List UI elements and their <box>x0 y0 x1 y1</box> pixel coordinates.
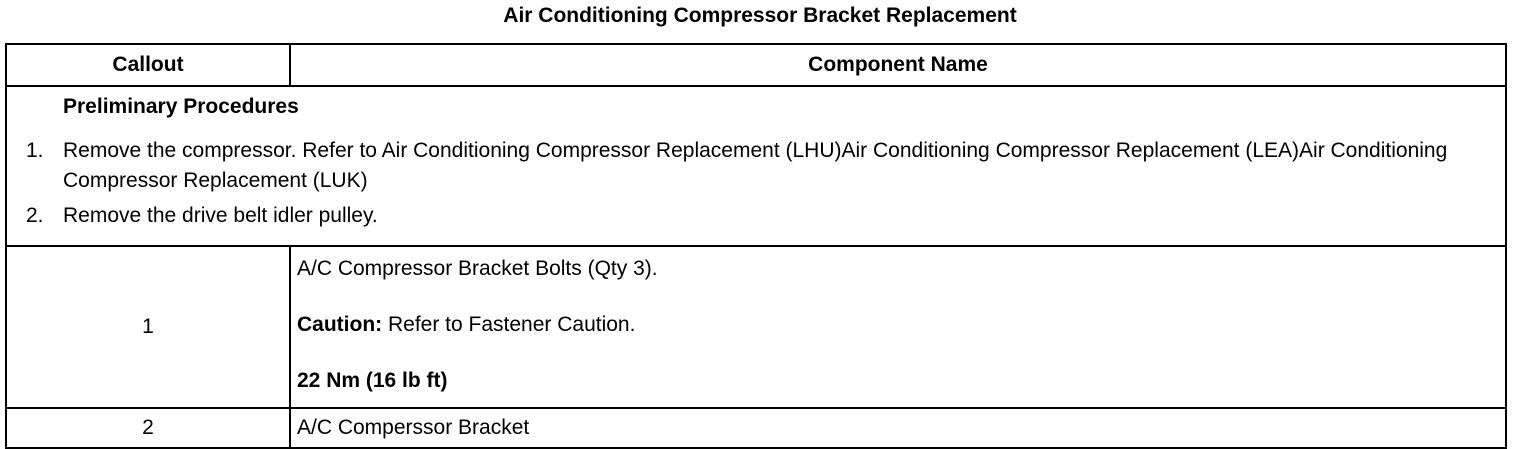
torque-spec: 22 Nm (16 lb ft) <box>297 369 448 392</box>
caution-note <box>297 313 1505 337</box>
preliminary-steps-list <box>7 136 1505 231</box>
component-name-column-header: Component Name <box>290 44 1506 86</box>
preliminary-step <box>7 201 1505 231</box>
procedure-table <box>5 43 1507 449</box>
callout-number: 2 <box>6 408 290 448</box>
step-number: 1. <box>26 139 44 162</box>
preliminary-procedures-row <box>6 86 1506 246</box>
table-row <box>6 246 1506 408</box>
callout-column-header: Callout <box>6 44 290 86</box>
step-text: Remove the drive belt idler pulley. <box>63 204 378 227</box>
component-name-cell <box>290 246 1506 408</box>
table-header-row <box>6 44 1506 86</box>
document-title: Air Conditioning Compressor Bracket Replacement <box>503 4 1017 27</box>
preliminary-procedures-heading: Preliminary Procedures <box>63 95 299 118</box>
table-row <box>6 408 1506 448</box>
caution-text: Refer to Fastener Caution. <box>382 313 636 336</box>
preliminary-step <box>7 136 1505 196</box>
component-name: A/C Compressor Bracket Bolts (Qty 3). <box>297 257 658 280</box>
preliminary-procedures-cell <box>6 86 1506 246</box>
step-number: 2. <box>26 204 44 227</box>
component-name: A/C Comperssor Bracket <box>290 408 1506 448</box>
caution-label: Caution: <box>297 313 383 336</box>
callout-number: 1 <box>6 246 290 408</box>
step-text: Remove the compressor. Refer to Air Conditioning Compressor Replacement (LHU)Air Conditioning Compressor Replacement (LEA)Air Conditioning Compressor Replacement (LUK) <box>63 139 1448 192</box>
